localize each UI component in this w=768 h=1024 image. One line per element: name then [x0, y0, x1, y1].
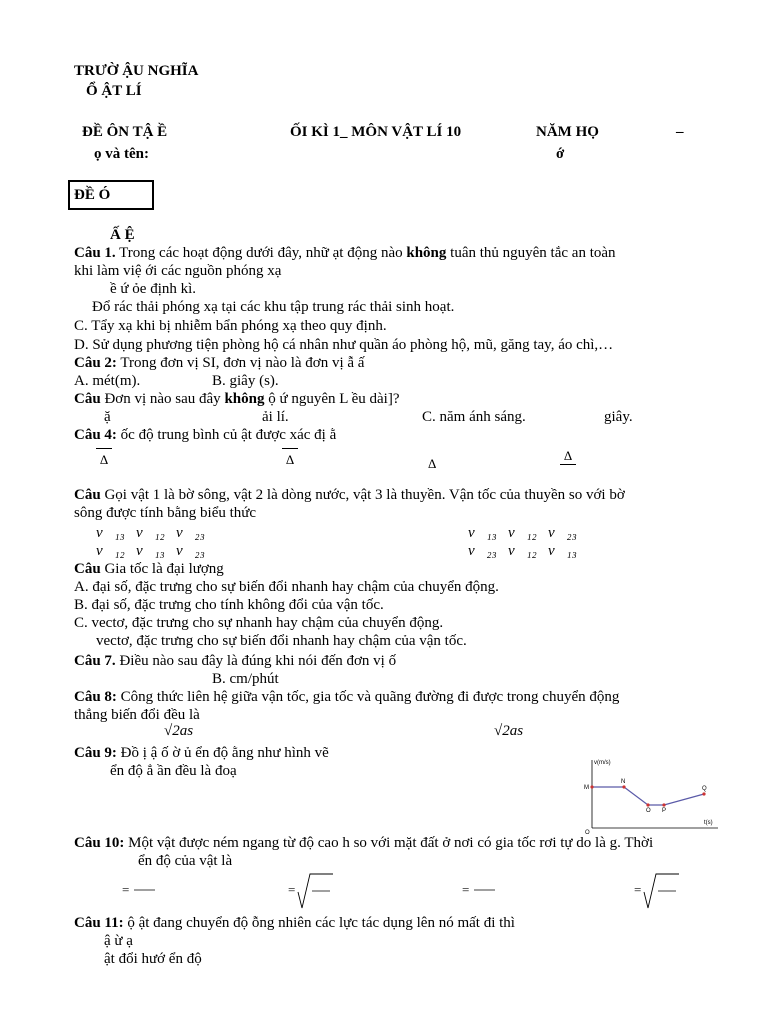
- q1-text-a: Trong các hoạt động dưới đây, nhữ ạt động nào: [115, 245, 407, 261]
- q11-label: Câu 11:: [74, 915, 124, 931]
- question-10: [74, 834, 653, 852]
- q10-label: Câu 10:: [74, 835, 125, 851]
- svg-text:=: =: [634, 882, 642, 897]
- q5-option-b: [468, 524, 577, 542]
- q3-option-b: ải lí.: [262, 409, 289, 425]
- graph-origin: O: [585, 830, 590, 834]
- q3-text-b: ộ ứ nguyên L ều dài]?: [264, 391, 400, 407]
- student-name-label: ọ và tên:: [94, 146, 149, 162]
- graph-point-o: [646, 803, 649, 806]
- svg-text:=: =: [462, 884, 470, 896]
- graph-label-o: O: [646, 808, 651, 814]
- q3-text-a: Đơn vị nào sau đây: [100, 391, 225, 407]
- q1-text-b: tuân thủ nguyên tắc an toàn: [446, 245, 616, 261]
- vec-v13: v⃗₁₃: [96, 525, 125, 541]
- q4-option-c-delta: Δ: [428, 456, 437, 471]
- q2-option-b: B. giây (s).: [212, 373, 279, 389]
- q6-text: Gia tốc là đại lượng: [100, 561, 224, 577]
- exam-code-text: ĐỀ Ó: [74, 187, 111, 203]
- title-dash: –: [676, 124, 684, 140]
- graph-label-m: M: [584, 785, 589, 791]
- q4-option-d-fraction: [560, 448, 576, 465]
- question-8: [74, 688, 619, 706]
- vec-v12: v⃗₁₂: [96, 543, 125, 559]
- q11-option-a: ậ ừ ạ: [104, 933, 133, 949]
- q7-label: Câu 7.: [74, 653, 116, 669]
- vec-v12: v⃗₁₂: [508, 543, 537, 559]
- q3-option-a: ặ: [104, 409, 111, 425]
- graph-point-m: [590, 785, 593, 788]
- q10-option-a-formula: [122, 884, 156, 896]
- q8-label: Câu 8:: [74, 689, 117, 705]
- q10-option-c-formula: [462, 884, 496, 896]
- svg-text:=: =: [122, 884, 130, 896]
- vec-v12: v⃗₁₂: [136, 525, 165, 541]
- q4-delta-b: Δ: [285, 452, 295, 467]
- vec-v23: v⃗₂₃: [468, 543, 497, 559]
- q3-option-d: giây.: [604, 409, 633, 425]
- q3-option-c: C. năm ánh sáng.: [422, 409, 526, 425]
- q8-option-b-sqrt: √2as: [164, 723, 194, 739]
- q5-option-a: [96, 524, 205, 542]
- q3-bold: không: [224, 391, 265, 407]
- graph-ylabel: v(m/s): [594, 760, 611, 766]
- q6-option-a: A. đại số, đặc trưng cho sự biến đổi nhanh hay chậm của chuyển động.: [74, 579, 499, 595]
- graph-point-p: [662, 803, 665, 806]
- q8-option-d-sqrt: √2as: [494, 723, 524, 739]
- q6-option-c: C. vectơ, đặc trưng cho sự nhanh hay chậm của chuyển động.: [74, 615, 444, 631]
- q5-text: Gọi vật 1 là bờ sông, vật 2 là dòng nước, vật 3 là thuyền. Vận tốc của thuyền so với bờ: [100, 487, 625, 503]
- q5-option-d: [468, 542, 577, 560]
- vec-v13: v⃗₁₃: [136, 543, 165, 559]
- q10-option-b-graphic: [288, 872, 334, 912]
- vec-v13: v⃗₁₃: [468, 525, 497, 541]
- question-1: [74, 244, 616, 262]
- q1-option-d: D. Sử dụng phương tiện phòng hộ cá nhân như quần áo phòng hộ, mũ, găng tay, áo chì,…: [74, 337, 614, 353]
- q4-delta-a: Δ: [99, 452, 109, 467]
- q4-option-b-fraction: [282, 448, 298, 468]
- graph-point-n: [622, 785, 625, 788]
- q1-option-c: C. Tẩy xạ khi bị nhiễm bẩn phóng xạ theo quy định.: [74, 318, 387, 334]
- q2-label: Câu 2:: [74, 355, 117, 371]
- q6-option-b: B. đại số, đặc trưng cho tính không đổi của vận tốc.: [74, 597, 384, 613]
- q3-label: Câu: [74, 391, 101, 407]
- question-6: [74, 560, 224, 578]
- q9-label: Câu 9:: [74, 745, 117, 761]
- q7-text: Điều nào sau đây là đúng khi nói đến đơn vị ố: [115, 653, 397, 669]
- q1-label: Câu 1.: [74, 245, 116, 261]
- q10-option-a-graphic: [122, 884, 156, 896]
- q10-option-d-formula: [634, 872, 680, 912]
- question-3: [74, 390, 400, 408]
- q10-option-b-formula: [288, 872, 334, 912]
- q11-option-b: ật đổi hướ ển độ: [104, 951, 202, 967]
- q4-text: ốc độ trung bình củ ật được xác đị ằ: [116, 427, 337, 443]
- q1-bold: không: [406, 245, 447, 261]
- svg-text:=: =: [288, 882, 296, 897]
- q6-label: Câu: [74, 561, 101, 577]
- question-4: [74, 426, 336, 444]
- exam-title-part2: ỐI KÌ 1_ MÔN VẬT LÍ 10: [290, 124, 462, 140]
- q4-option-a-fraction: [96, 448, 112, 468]
- velocity-time-graph: [582, 756, 722, 834]
- q1-option-b: Đổ rác thải phóng xạ tại các khu tập trung rác thải sinh hoạt.: [92, 299, 455, 315]
- section-heading: Ấ Ệ: [110, 227, 135, 243]
- q1-option-a: ề ứ ỏe định kì.: [110, 281, 197, 297]
- q4-delta-d: Δ: [563, 448, 573, 463]
- question-11: [74, 914, 515, 932]
- vec-v13: v⃗₁₃: [548, 543, 577, 559]
- q10-option-d-graphic: [634, 872, 680, 912]
- department: Ổ ẬT LÍ: [86, 83, 142, 99]
- school-name: TRƯỜ ẬU NGHĨA: [74, 63, 199, 79]
- q6-option-d: vectơ, đặc trưng cho sự biến đổi nhanh hay chậm của vận tốc.: [96, 633, 467, 649]
- q9-text: Đồ ị ậ ố ờ ủ ển độ ằng như hình vẽ: [116, 745, 329, 761]
- graph-polyline: [592, 787, 704, 805]
- graph-xlabel: t(s): [704, 820, 713, 826]
- q5-option-c: [96, 542, 205, 560]
- q7-option-b: B. cm/phút: [212, 671, 279, 687]
- q2-text: Trong đơn vị SI, đơn vị nào là đơn vị ẫ ấ: [116, 355, 365, 371]
- question-9: [74, 744, 329, 762]
- exam-code-box: [68, 180, 154, 210]
- q9-line2: ển độ ẳ ần đều là đoạ: [110, 763, 237, 779]
- q10-line2: ển độ của vật là: [138, 853, 233, 869]
- q2-option-a: A. mét(m).: [74, 373, 141, 389]
- vec-v23: v⃗₂₃: [548, 525, 577, 541]
- q5-line2: sông được tính bằng biểu thức: [74, 505, 257, 521]
- graph-point-q: [702, 792, 705, 795]
- q1-line2: khi làm việ ới các nguồn phóng xạ: [74, 263, 282, 279]
- question-5: [74, 486, 625, 504]
- exam-title-part3: NĂM HỌ: [536, 124, 599, 140]
- q8-text: Công thức liên hệ giữa vận tốc, gia tốc và quãng đường đi được trong chuyển động: [116, 689, 620, 705]
- q10-text: Một vật được ném ngang từ độ cao h so với mặt đất ở nơi có gia tốc rơi tự do là g. Thời: [124, 835, 654, 851]
- graph-label-p: P: [662, 808, 667, 814]
- graph-label-q: Q: [702, 786, 707, 792]
- exam-title-part1: ĐỀ ÔN TẬ Ề: [82, 124, 168, 140]
- q5-label: Câu: [74, 487, 101, 503]
- q10-option-c-graphic: [462, 884, 496, 896]
- q8-line2: thẳng biến đổi đều là: [74, 707, 200, 723]
- q11-text: ộ ật đang chuyển độ ỗng nhiên các lực tác dụng lên nó mất đi thì: [123, 915, 515, 931]
- vec-v23: v⃗₂₃: [176, 525, 205, 541]
- graph-label-n: N: [621, 779, 626, 785]
- q4-label: Câu 4:: [74, 427, 117, 443]
- question-7: [74, 652, 396, 670]
- vec-v12: v⃗₁₂: [508, 525, 537, 541]
- question-2: [74, 354, 364, 372]
- class-label: ớ: [556, 146, 565, 162]
- vec-v23: v⃗₂₃: [176, 543, 205, 559]
